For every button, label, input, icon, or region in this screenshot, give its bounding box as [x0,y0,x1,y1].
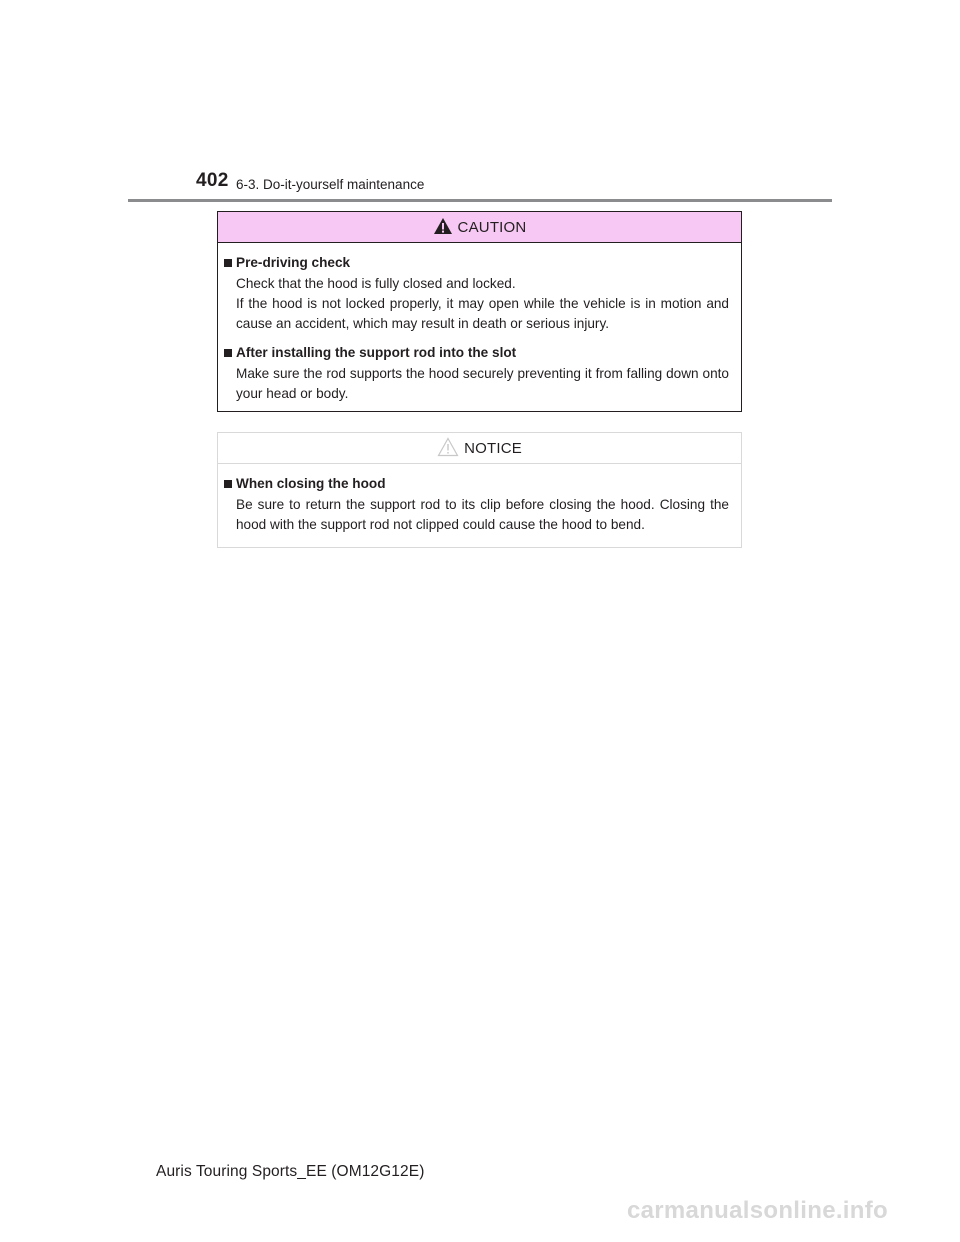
caution-header [218,212,741,243]
item-title [224,343,729,362]
section-title: 6-3. Do-it-yourself maintenance [236,177,425,192]
caution-box [217,211,742,412]
notice-header [218,433,741,464]
item-text [236,364,729,404]
item-text-line: Check that the hood is fully closed and locked. [236,276,516,291]
item-text-line: If the hood is not locked properly, it may open while the vehicle is in motion and cause an accident, which may result in death or serious injury. [236,296,729,331]
notice-title: NOTICE [464,439,522,457]
item-title-text: Pre-driving check [236,255,351,270]
footer-model: Auris Touring Sports_EE (OM12G12E) [156,1163,425,1180]
item-title-text: When closing the hood [236,476,386,491]
caution-item-pre-driving [224,253,729,334]
item-text-line: Be sure to return the support rod to its clip before closing the hood. Closing the hood with the support rod not clipped could cause the hood to bend. [236,497,729,532]
page-number: 402 [196,170,229,191]
caution-body [218,243,741,404]
notice-box [217,432,742,548]
watermark: carmanualsonline.info [626,1197,888,1224]
caution-item-support-rod [224,343,729,404]
item-title-text: After installing the support rod into the slot [236,345,517,360]
item-title [224,474,729,493]
item-text-line: Make sure the rod supports the hood securely preventing it from falling down onto your head or body. [236,366,729,401]
caution-title: CAUTION [457,218,527,236]
square-bullet-icon [224,480,232,488]
warning-triangle-filled-icon [433,217,453,239]
square-bullet-icon [224,349,232,357]
item-title [224,253,729,272]
item-text [236,274,729,334]
notice-item-closing-hood [224,474,729,535]
item-text [236,495,729,535]
square-bullet-icon [224,259,232,267]
notice-body [218,464,741,535]
header-rule [128,199,832,202]
warning-triangle-outline-icon [437,437,459,461]
